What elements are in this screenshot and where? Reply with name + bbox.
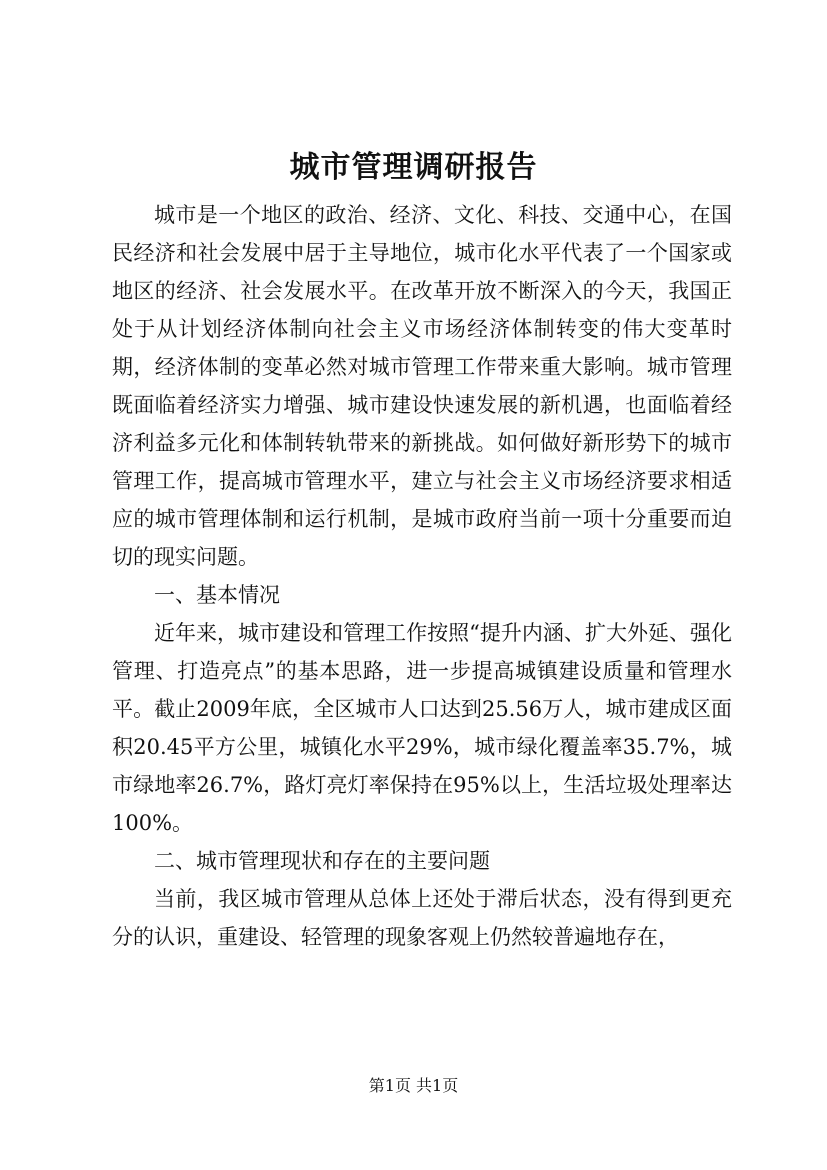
section-heading-basic-situation: 一、基本情况 [154, 583, 280, 607]
page-footer: 第1页 共1页 [368, 1076, 459, 1095]
document-title: 城市管理调研报告 [289, 150, 538, 185]
intro-paragraph: 城市是一个地区的政治、经济、文化、科技、交通中心，在国民经济和社会发展中居于主导地位，城市化水平代表了一个国家或地区的经济、社会发展水平。在改革开放不断深入的今天，我国正处于从计划经济体制向社会主义市场经济体制转变的伟大变革时期，经济体制的变革必然对城市管理工作带来重大影响。城市管理既面临着经济实力增强、城市建设快速发展的新机遇，也面临着经济利益多元化和体制转轨带来的新挑战。如何做好新形势下的城市管理工作，提高城市管理水平，建立与社会主义市场经济要求相适应的城市管理体制和运行机制，是城市政府当前一项十分重要而迫切的现实问题。 [112, 203, 732, 569]
document-body [112, 196, 732, 956]
section-heading-problems: 二、城市管理现状和存在的主要问题 [154, 849, 490, 873]
basic-situation-paragraph: 近年来，城市建设和管理工作按照“提升内涵、扩大外延、强化管理、打造亮点”的基本思路，进一步提高城镇建设质量和管理水平。截止2009年底，全区城市人口达到25.56万人，城市建成区面积20.45平方公里，城镇化水平29%，城市绿化覆盖率35.7%，城市绿地率26.7%，路灯亮灯率保持在95%以上，生活垃圾处理率达100%。 [112, 621, 732, 835]
problems-paragraph: 当前，我区城市管理从总体上还处于滞后状态，没有得到更充分的认识，重建设、轻管理的现象客观上仍然较普遍地存在， [112, 887, 732, 949]
